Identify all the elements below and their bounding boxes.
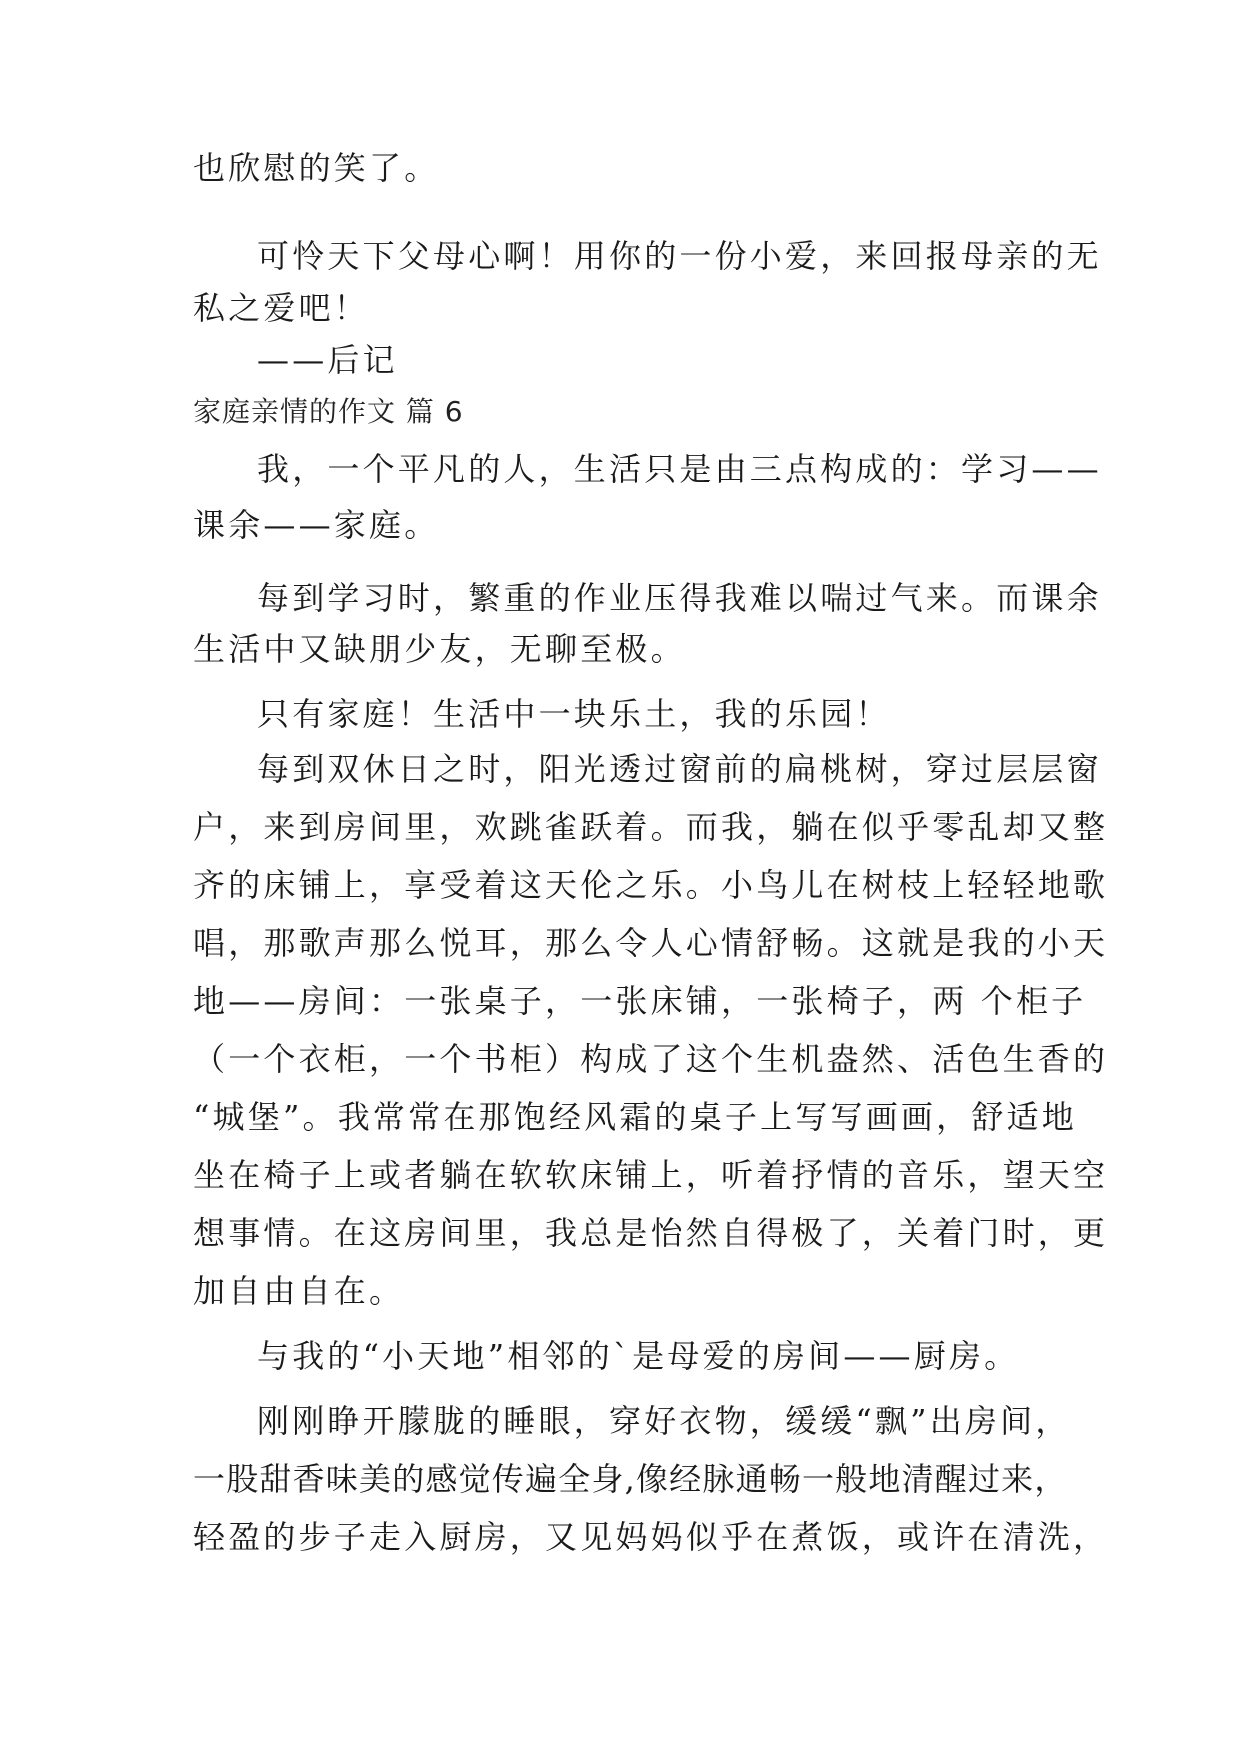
text-line: 课余——家庭。 xyxy=(193,506,440,544)
text-line: 一股甜香味美的感觉传遍全身,像经脉通畅一般地清醒过来， xyxy=(193,1460,1068,1498)
text-line: 与我的“小天地”相邻的`是母爱的房间——厨房。 xyxy=(257,1337,1020,1375)
text-line: 每到学习时，繁重的作业压得我难以喘过气来。而课余 xyxy=(257,579,1102,617)
text-line: 唱，那歌声那么悦耳，那么令人心情舒畅。这就是我的小天 xyxy=(193,924,1109,962)
text-line: 私之爱吧！ xyxy=(193,289,370,327)
text-line: ——后记 xyxy=(257,341,398,379)
text-line: 可怜天下父母心啊！用你的一份小爱，来回报母亲的无 xyxy=(257,237,1102,275)
text-line: 坐在椅子上或者躺在软软床铺上，听着抒情的音乐，望天空 xyxy=(193,1156,1109,1194)
text-line: 生活中又缺朋少友，无聊至极。 xyxy=(193,630,686,668)
text-line: （一个衣柜，一个书柜）构成了这个生机盎然、活色生香的 xyxy=(193,1040,1109,1078)
text-line: “城堡”。我常常在那饱经风霜的桌子上写写画画，舒适地 xyxy=(193,1098,1077,1136)
text-line: 轻盈的步子走入厨房，又见妈妈似乎在煮饭，或许在清洗， xyxy=(193,1518,1109,1556)
text-line: 我，一个平凡的人，生活只是由三点构成的：学习—— xyxy=(257,450,1102,488)
text-line: 只有家庭！生活中一块乐土，我的乐园！ xyxy=(257,695,891,733)
text-line: 想事情。在这房间里，我总是怡然自得极了，关着门时，更 xyxy=(193,1214,1109,1252)
text-line: 也欣慰的笑了。 xyxy=(193,149,440,187)
section-heading: 家庭亲情的作文 篇 6 xyxy=(193,395,464,428)
text-line: 每到双休日之时，阳光透过窗前的扁桃树，穿过层层窗 xyxy=(257,750,1102,788)
text-line: 加自由自在。 xyxy=(193,1272,405,1310)
text-line: 地——房间：一张桌子，一张床铺，一张椅子，两 个柜子 xyxy=(193,982,1087,1020)
text-line: 户，来到房间里，欢跳雀跃着。而我，躺在似乎零乱却又整 xyxy=(193,808,1109,846)
text-line: 刚刚睁开朦胧的睡眼，穿好衣物，缓缓“飘”出房间， xyxy=(257,1402,1071,1440)
text-line: 齐的床铺上，享受着这天伦之乐。小鸟儿在树枝上轻轻地歌 xyxy=(193,866,1109,904)
